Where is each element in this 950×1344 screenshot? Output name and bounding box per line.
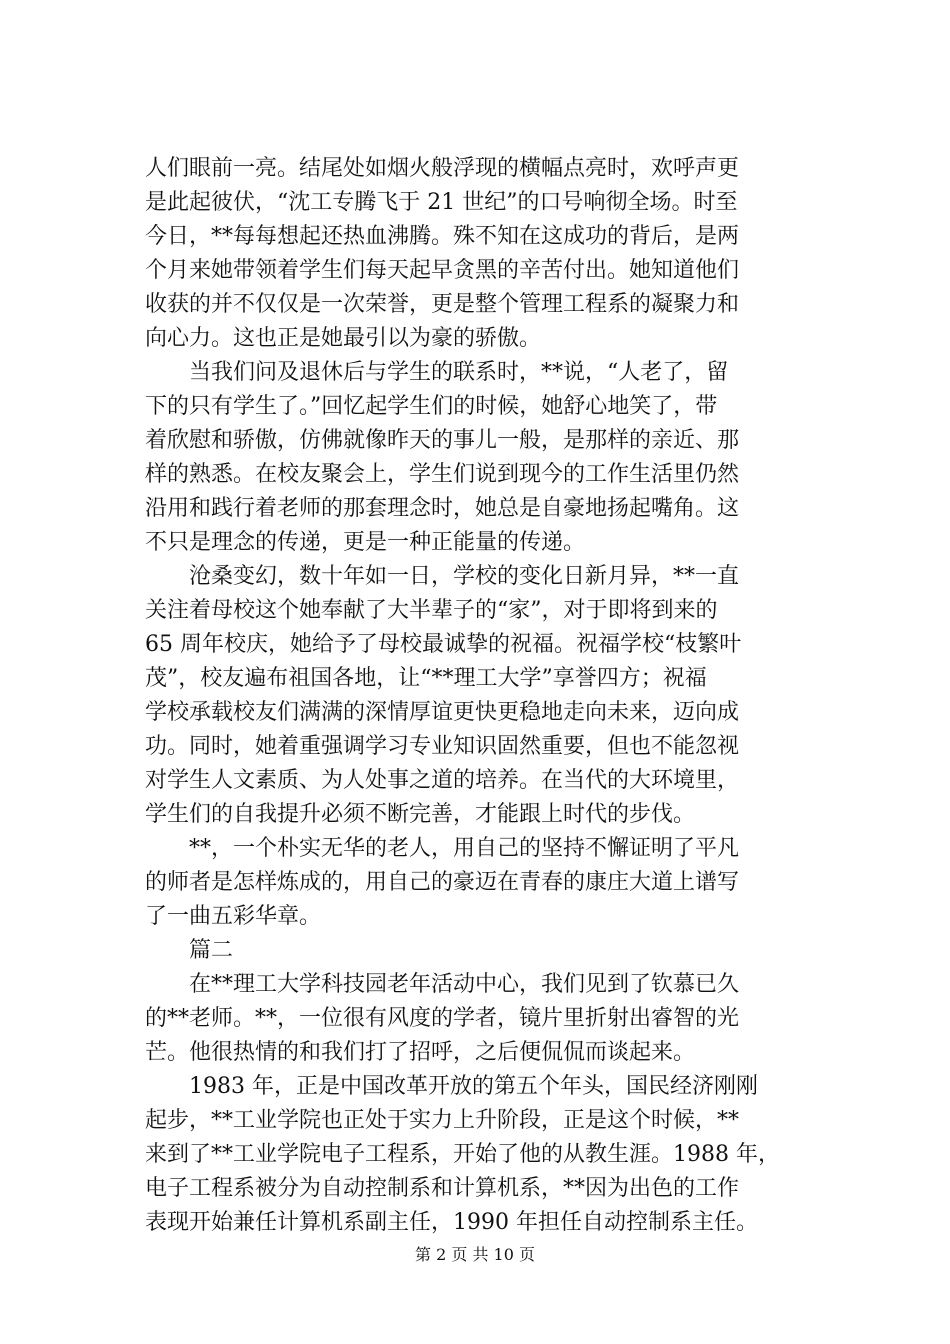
body-text	[145, 152, 837, 1240]
text-line: 不只是理念的传递，更是一种正能量的传递。	[145, 530, 586, 555]
text-line: 了一曲五彩华章。	[145, 904, 322, 929]
text-line: 着欣慰和骄傲，仿佛就像昨天的事儿一般，是那样的亲近、那	[145, 428, 740, 453]
text-line: 65 周年校庆，她给予了母校最诚挚的祝福。祝福学校“枝繁叶	[145, 632, 742, 657]
text-line: 的师者是怎样炼成的，用自己的豪迈在青春的康庄大道上谱写	[145, 870, 740, 895]
text-line: 是此起彼伏，“沈工专腾飞于 21 世纪”的口号响彻全场。时至	[145, 190, 738, 215]
text-line: 学生们的自我提升必须不断完善，才能跟上时代的步伐。	[145, 802, 696, 827]
text-line: 样的熟悉。在校友聚会上，学生们说到现今的工作生活里仍然	[145, 462, 740, 487]
text-line: 在**理工大学科技园老年活动中心，我们见到了钦慕已久	[145, 972, 740, 997]
text-line: **，一个朴实无华的老人，用自己的坚持不懈证明了平凡	[145, 836, 740, 861]
text-line: 今日，**每每想起还热血沸腾。殊不知在这成功的背后，是两	[145, 224, 740, 249]
text-line: 沿用和践行着老师的那套理念时，她总是自豪地扬起嘴角。这	[145, 496, 740, 521]
text-line: 当我们问及退休后与学生的联系时，**说，“人老了，留	[145, 360, 729, 385]
text-line: 来到了**工业学院电子工程系，开始了他的从教生涯。1988 年，	[145, 1142, 780, 1167]
text-line: 的**老师。**，一位很有风度的学者，镜片里折射出睿智的光	[145, 1006, 740, 1031]
text-line: 起步，**工业学院也正处于实力上升阶段，正是这个时候，**	[145, 1108, 740, 1133]
text-line: 个月来她带领着学生们每天起早贪黑的辛苦付出。她知道他们	[145, 258, 740, 283]
section-heading: 篇二	[145, 938, 234, 963]
text-line: 沧桑变幻，数十年如一日，学校的变化日新月异，**一直	[145, 564, 740, 589]
text-line: 功。同时，她着重强调学习专业知识固然重要，但也不能忽视	[145, 734, 740, 759]
text-line: 向心力。这也正是她最引以为豪的骄傲。	[145, 326, 542, 351]
text-line: 茂”，校友遍布祖国各地，让“**理工大学”享誉四方；祝福	[145, 666, 707, 691]
text-line: 芒。他很热情的和我们打了招呼，之后便侃侃而谈起来。	[145, 1040, 696, 1065]
text-line: 表现开始兼任计算机系副主任，1990 年担任自动控制系主任。	[145, 1210, 758, 1235]
text-line: 人们眼前一亮。结尾处如烟火般浮现的横幅点亮时，欢呼声更	[145, 156, 740, 181]
text-line: 对学生人文素质、为人处事之道的培养。在当代的大环境里，	[145, 768, 740, 793]
text-line: 收获的并不仅仅是一次荣誉，更是整个管理工程系的凝聚力和	[145, 292, 740, 317]
text-line: 下的只有学生了。”回忆起学生们的时候，她舒心地笑了，带	[145, 394, 718, 419]
text-line: 电子工程系被分为自动控制系和计算机系，**因为出色的工作	[145, 1176, 740, 1201]
text-line: 学校承载校友们满满的深情厚谊更快更稳地走向未来，迈向成	[145, 700, 740, 725]
text-line: 1983 年，正是中国改革开放的第五个年头，国民经济刚刚	[145, 1074, 758, 1099]
text-line: 关注着母校这个她奉献了大半辈子的“家”，对于即将到来的	[145, 598, 718, 623]
page-number-footer: 第 2 页 共 10 页	[415, 1245, 535, 1264]
